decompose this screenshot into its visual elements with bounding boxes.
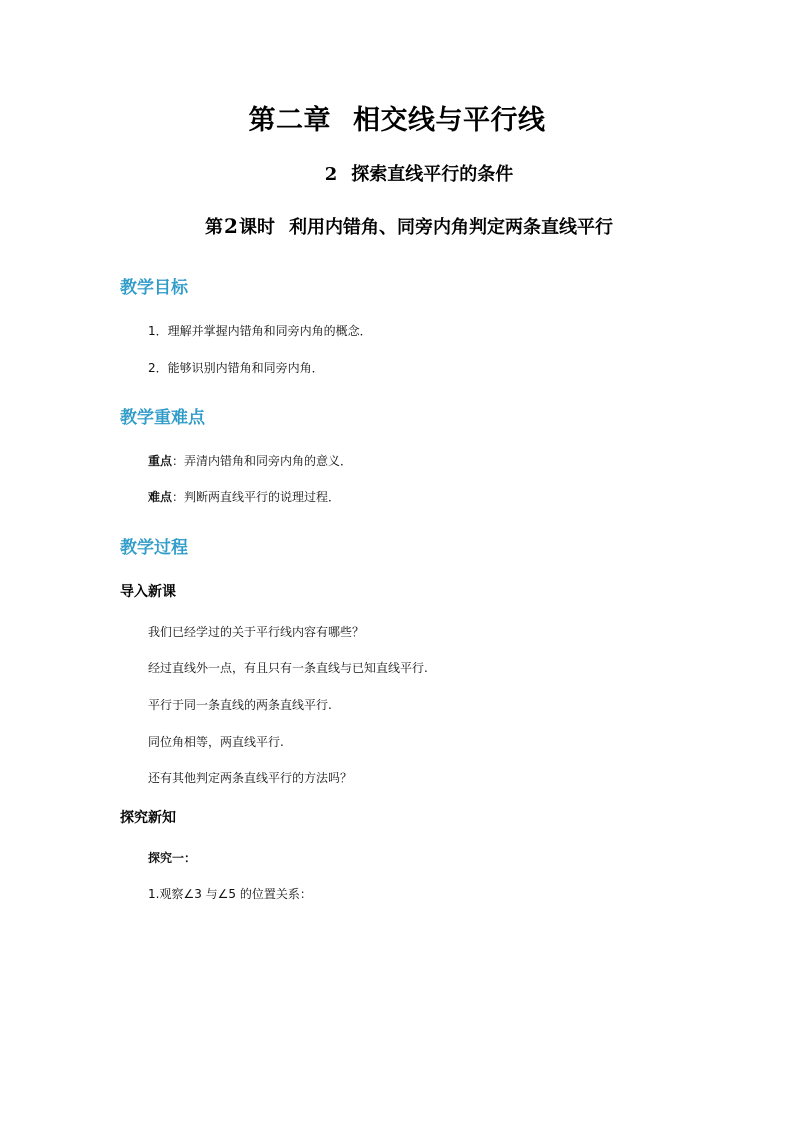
chapter-name: 相交线与平行线 xyxy=(353,105,546,136)
chapter-number: 第二章 xyxy=(248,105,331,136)
intro-line-5: 还有其他判定两条直线平行的方法吗？ xyxy=(148,771,353,785)
lesson-name: 利用内错角、同旁内角判定两条直线平行 xyxy=(288,217,613,238)
section-number: 2 xyxy=(324,164,338,185)
intro-heading: 导入新课 xyxy=(120,584,176,600)
lesson-number: 2 xyxy=(224,214,238,238)
intro-line-4: 同位角相等，两直线平行. xyxy=(148,735,284,749)
intro-line-3: 平行于同一条直线的两条直线平行. xyxy=(148,698,332,712)
explore-line-1: 1.观察∠3 与∠5 的位置关系： xyxy=(148,887,312,901)
key-points-heading: 教学重难点 xyxy=(120,408,205,428)
lesson-title xyxy=(0,213,794,239)
difficult-point-label: 难点 xyxy=(148,490,173,504)
objective-item-2: 2．能够识别内错角和同旁内角． xyxy=(148,361,324,375)
process-heading: 教学过程 xyxy=(120,538,188,558)
objectives-heading: 教学目标 xyxy=(120,278,188,298)
lesson-prefix: 第 xyxy=(205,217,224,238)
intro-line-2: 经过直线外一点，有且只有一条直线与已知直线平行. xyxy=(148,661,428,675)
key-point-label: 重点 xyxy=(148,454,173,468)
objective-item-1: 1．理解并掌握内错角和同旁内角的概念． xyxy=(148,324,372,338)
explore-heading: 探究新知 xyxy=(120,810,176,826)
explore-one-label: 探究一： xyxy=(148,851,197,865)
chapter-title xyxy=(0,98,794,137)
lesson-suffix: 课时 xyxy=(238,217,275,238)
difficult-point-line xyxy=(148,488,340,505)
key-point-line xyxy=(148,452,352,469)
explore-sub-label xyxy=(148,849,196,866)
key-point-text: ：弄清内错角和同旁内角的意义． xyxy=(172,454,353,468)
section-name: 探索直线平行的条件 xyxy=(351,164,514,185)
section-title xyxy=(0,160,794,186)
difficult-point-text: ：判断两直线平行的说理过程． xyxy=(172,490,341,504)
intro-line-1: 我们已经学过的关于平行线内容有哪些？ xyxy=(148,625,365,639)
